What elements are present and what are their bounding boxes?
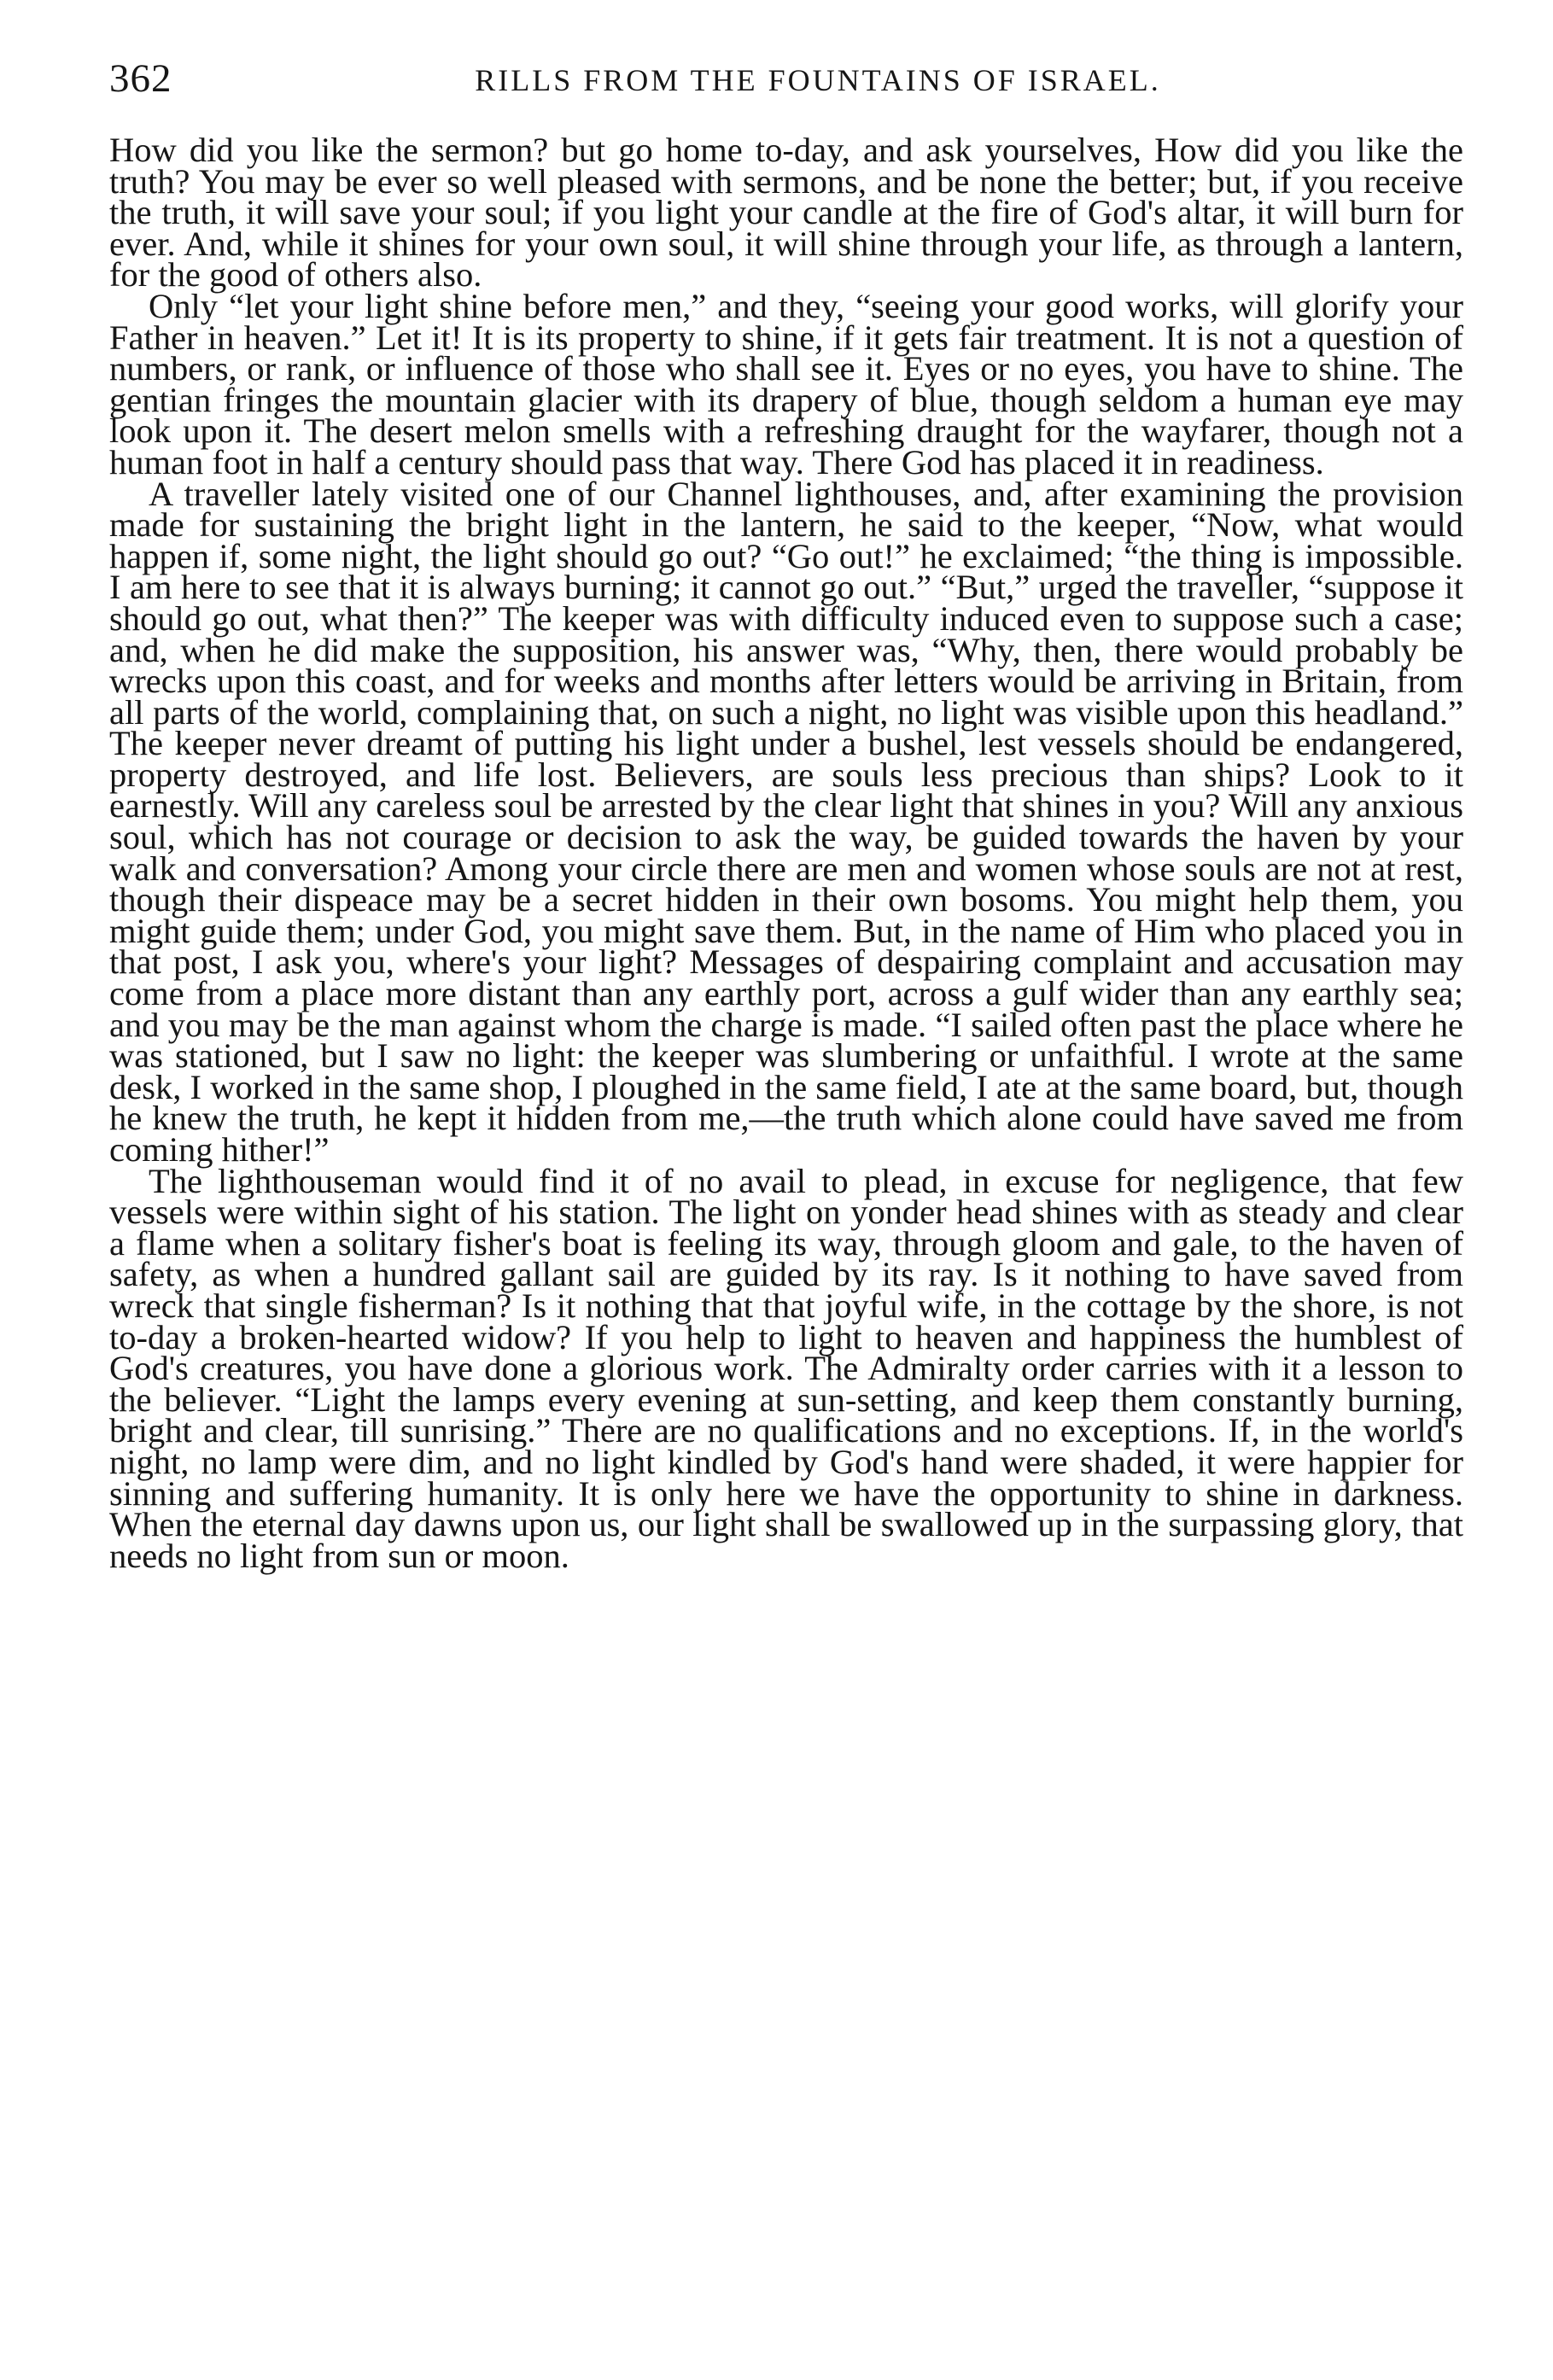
paragraph-4: The lighthouseman would find it of no avail to plead, in excuse for negligence, that few vessels were within sight of his station. The light on yonder head shines with as steady and clear a flame when a solitary fisher's boat is feeling its way, through gloom and gale, to the haven of safety, as when a hundred gallant sail are guided by its ray. Is it nothing to have saved from wreck that single fisherman? Is it nothing that that joyful wife, in the cottage by the shore, is not to-day a broken-hearted widow? If you help to light to heaven and happiness the humblest of God's creatures, you have done a glorious work. The Admiralty order carries with it a lesson to the believer. “Light the lamps every evening at sun-setting, and keep them constantly burning, bright and clear, till sunrising.” There are no qualifications and no exceptions. If, in the world's night, no lamp were dim, and no light kindled by God's hand were shaded, it were happier for sinning and suffering humanity. It is only here we have the opportunity to shine in darkness. When the eternal day dawns upon us, our light shall be swallowed up in the surpassing glory, that needs no light from sun or moon. (109, 1161, 1463, 1575)
running-head (109, 53, 1475, 104)
running-title: RILLS FROM THE FOUNTAINS OF ISRAEL. (475, 63, 1161, 97)
page-number: 362 (109, 56, 172, 101)
paragraph-3: A traveller lately visited one of our Channel lighthouses, and, after examining the provision made for sustaining the bright light in the lantern, he said to the keeper, “Now, what would happen if, some night, the light should go out? “Go out!” he exclaimed; “the thing is impossible. I am here to see that it is always burning; it cannot go out.” “But,” urged the traveller, “suppose it should go out, what then?” The keeper was with difficulty induced even to suppose such a case; and, when he did make the supposition, his answer was, “Why, then, there would probably be wrecks upon this coast, and for weeks and months after letters would be arriving in Britain, from all parts of the world, complaining that, on such a night, no light was visible upon this headland.” The keeper never dreamt of putting his light under a bushel, lest vessels should be endangered, property destroyed, and life lost. Believers, are souls less precious than ships? Look to it earnestly. Will any careless soul be arrested by the clear light that shines in you? Will any anxious soul, which has not courage or decision to ask the way, be guided towards the haven by your walk and conversation? Among your circle there are men and women whose souls are not at rest, though their dispeace may be a secret hidden in their own bosoms. You might help them, you might guide them; under God, you might save them. But, in the name of Him who placed you in that post, I ask you, where's your light? Messages of despairing complaint and accusation may come from a place more distant than any earthly port, across a gulf wider than any earthly sea; and you may be the man against whom the charge is made. “I sailed often past the place where he was stationed, but I saw no light: the keeper was slumbering or unfaithful. I wrote at the same desk, I worked in the same shop, I ploughed in the same field, I ate at the same board, but, though he knew the truth, he kept it hidden from me,—the truth which alone could have saved me from coming hither!” (109, 474, 1463, 1169)
paragraph-1: How did you like the sermon? but go home to-day, and ask yourselves, How did you like the truth? You may be ever so well pleased with sermons, and be none the better; but, if you receive the truth, it will save your soul; if you light your candle at the fire of God's altar, it will burn for ever. And, while it shines for your own soul, it will shine through your life, as through a lantern, for the good of others also. (109, 131, 1463, 295)
body-text (109, 131, 1463, 1575)
paragraph-2: Only “let your light shine before men,” and they, “seeing your good works, will glorify your Father in heaven.” Let it! It is its property to shine, if it gets fair treatment. It is not a question of numbers, or rank, or influence of those who shall see it. Eyes or no eyes, you have to shine. The gentian fringes the mountain glacier with its drapery of blue, though seldom a human eye may look upon it. The desert melon smells with a refreshing draught for the wayfarer, though not a human foot in half a century should pass that way. There God has placed it in readiness. (109, 286, 1463, 481)
